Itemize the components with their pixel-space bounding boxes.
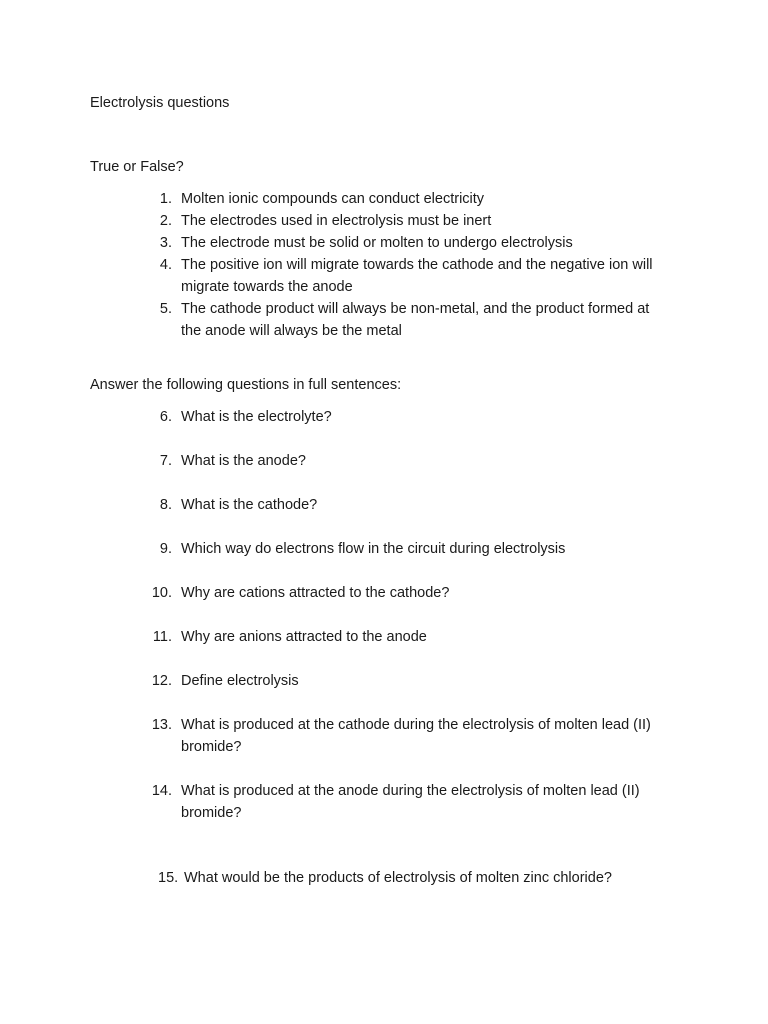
item-number: 1. (159, 191, 172, 207)
item-text: What is the anode? (181, 453, 306, 469)
item-text: What would be the products of electrolysis of molten zinc chloride? (184, 870, 612, 886)
item-text: What is the electrolyte? (181, 409, 332, 425)
item-number: 7. (159, 453, 172, 469)
item-number: 13. (151, 717, 172, 733)
item-number: 15. (158, 870, 179, 886)
section-heading-full-sentences: Answer the following questions in full sentences: (90, 377, 402, 393)
item-number: 8. (159, 497, 172, 513)
section-heading-true-false: True or False? (90, 159, 184, 175)
item-text: Molten ionic compounds can conduct electricity (181, 191, 485, 207)
item-number: 12. (151, 673, 172, 689)
item-text: Which way do electrons flow in the circuit during electrolysis (181, 541, 566, 557)
item-number: 2. (159, 213, 172, 229)
item-number: 10. (151, 585, 172, 601)
item-text: The cathode product will always be non-metal, and the product formed at the anode will always be the metal (181, 301, 650, 339)
item-text: Why are cations attracted to the cathode? (181, 585, 450, 601)
item-number: 11. (152, 629, 172, 645)
item-text: What is the cathode? (181, 497, 318, 513)
item-number: 6. (159, 409, 172, 425)
item-text: What is produced at the anode during the electrolysis of molten lead (II) bromide? (181, 783, 640, 821)
item-text: Define electrolysis (181, 673, 299, 689)
item-text: The electrode must be solid or molten to undergo electrolysis (181, 235, 573, 251)
item-text: Why are anions attracted to the anode (181, 629, 427, 645)
item-number: 4. (159, 257, 172, 273)
item-number: 3. (159, 235, 172, 251)
item-number: 14. (151, 783, 172, 799)
document-title: Electrolysis questions (90, 95, 230, 111)
item-number: 9. (159, 541, 172, 557)
item-number: 5. (159, 301, 172, 317)
item-text: What is produced at the cathode during the electrolysis of molten lead (II) bromide? (181, 717, 651, 755)
item-text: The positive ion will migrate towards the cathode and the negative ion will migrate towards the anode (181, 257, 653, 295)
item-text: The electrodes used in electrolysis must be inert (181, 213, 492, 229)
